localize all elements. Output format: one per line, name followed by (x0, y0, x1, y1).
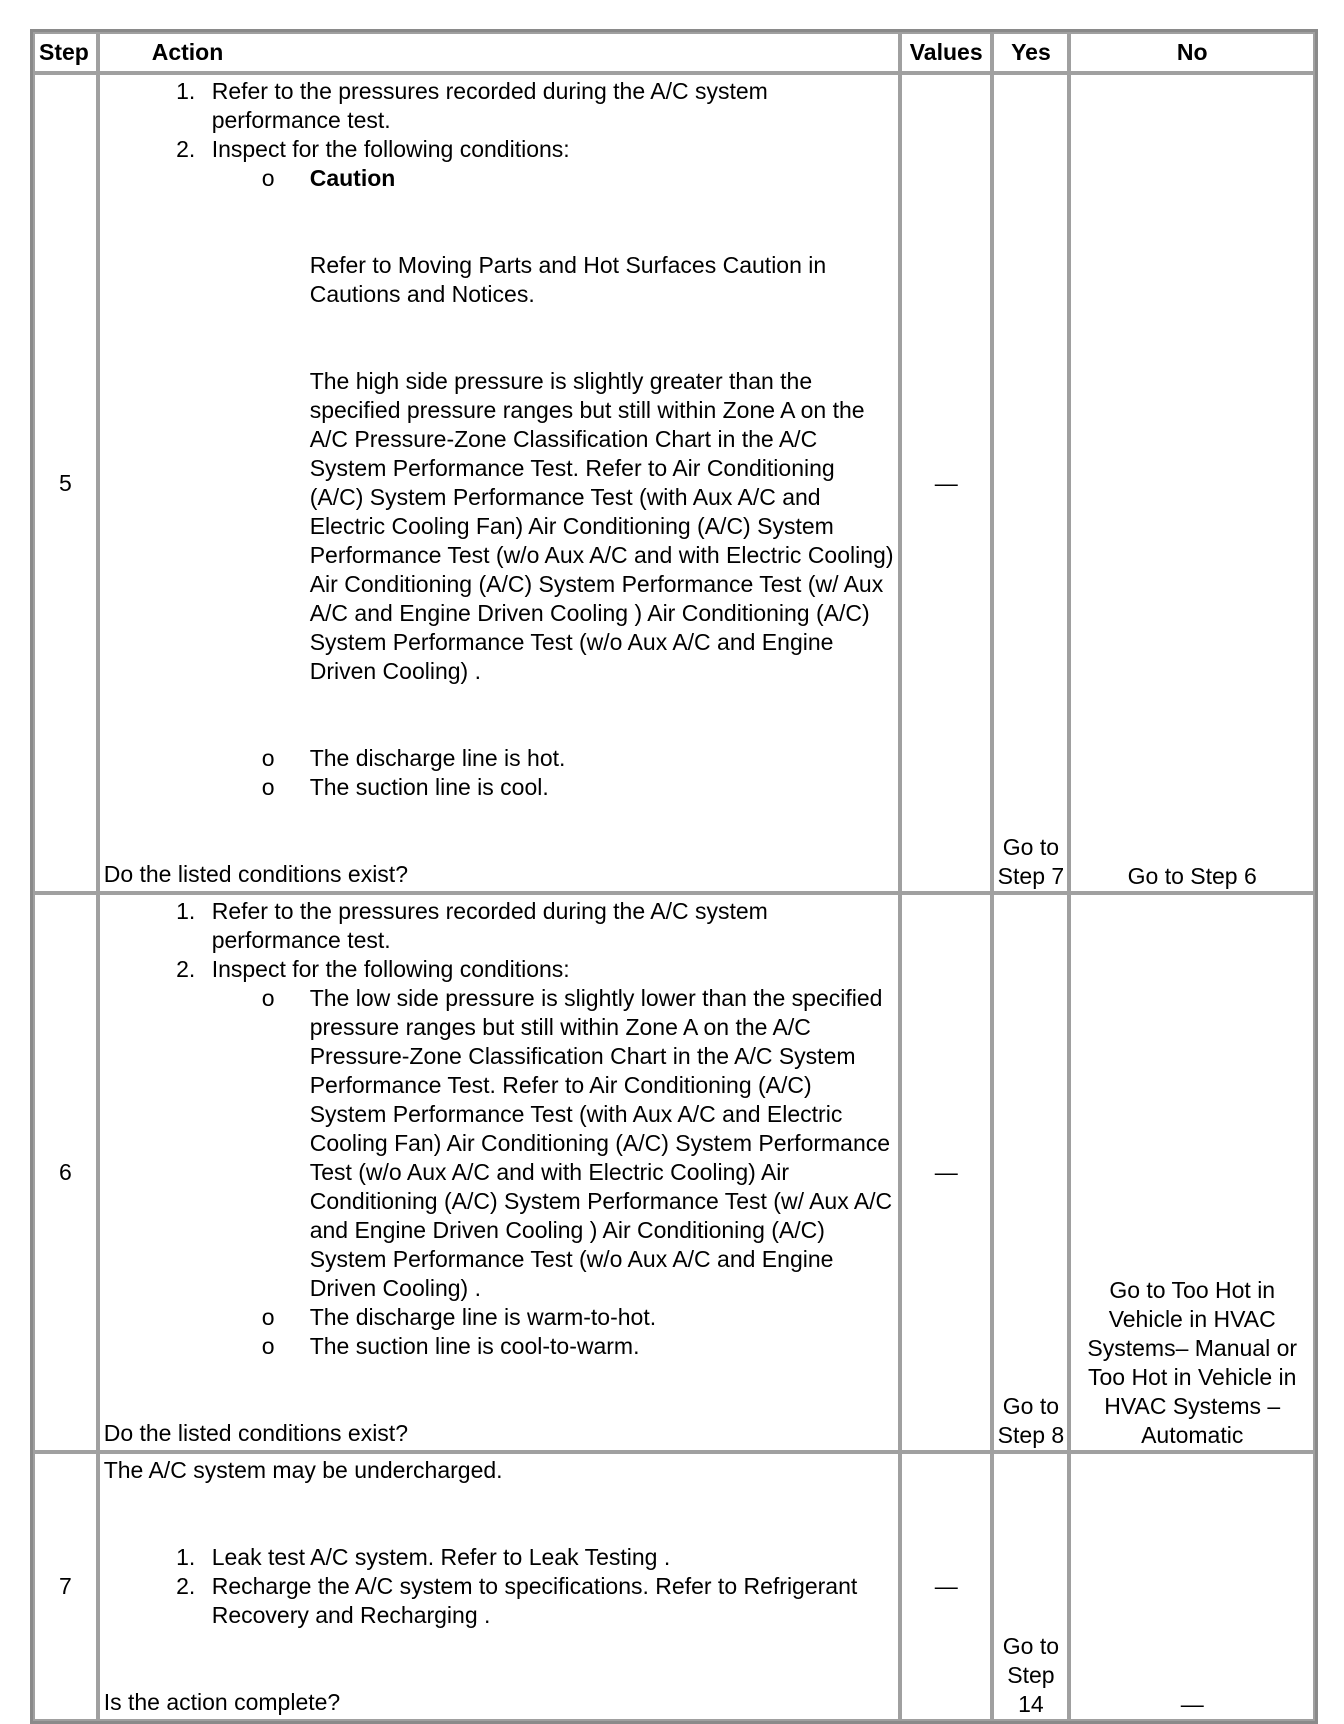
condition-item: o The suction line is cool-to-warm. (310, 1332, 894, 1361)
values-cell: — (900, 73, 992, 893)
no-cell: Go to Too Hot in Vehicle in HVAC Systems– Manual or Too Hot in Vehicle in HVAC Systems – Automatic (1069, 893, 1315, 1452)
no-cell: — (1069, 1452, 1315, 1721)
header-row (33, 32, 1315, 73)
column-header-no: No (1069, 32, 1315, 73)
condition-text: The high side pressure is slightly greater than the specified pressure ranges but still within Zone A on the A/C Pressure-Zone Classification Chart in the A/C System Performance Test. Refer to Air Conditioning (A/C) System Performance Test (with Aux A/C and Electric Cooling Fan) Air Conditioning (A/C) System Performance Test (w/o Aux A/C and with Electric Cooling) Air Conditioning (A/C) System Performance Test (w/ Aux A/C and Engine Driven Cooling ) Air Conditioning (A/C) System Performance Test (w/o Aux A/C and Engine Driven Cooling) . (309, 368, 894, 684)
diagnostic-table (30, 29, 1318, 1724)
condition-item: o The discharge line is hot. (310, 744, 894, 773)
yes-cell: Go to Step 7 (992, 73, 1069, 893)
column-header-values: Values (900, 32, 992, 73)
column-header-action: Action (98, 32, 900, 73)
condition-item: o The low side pressure is slightly lower than the specified pressure ranges but still within Zone A on the A/C Pressure-Zone Classification Chart in the A/C System Performance Test. Refer to Air Conditioning (A/C) System Performance Test (with Aux A/C and Electric Cooling Fan) Air Conditioning (A/C) System Performance Test (w/o Aux A/C and with Electric Cooling) Air Conditioning (A/C) System Performance Test (w/ Aux A/C and Engine Driven Cooling ) Air Conditioning (A/C) System Performance Test (w/o Aux A/C and Engine Driven Cooling) . (310, 984, 894, 1303)
condition-list (212, 984, 894, 1361)
action-step: 1. Refer to the pressures recorded during the A/C system performance test. (202, 897, 894, 955)
action-step-text: Inspect for the following conditions: (211, 956, 570, 982)
action-step (202, 955, 894, 1361)
action-question: Do the listed conditions exist? (103, 861, 408, 887)
action-cell (98, 893, 900, 1452)
action-question: Do the listed conditions exist? (103, 1420, 408, 1446)
condition-item: o The suction line is cool. (310, 773, 894, 802)
yes-cell: Go to Step 8 (992, 893, 1069, 1452)
table-row-step-7 (33, 1452, 1315, 1721)
no-cell: Go to Step 6 (1069, 73, 1315, 893)
caution-text: Refer to Moving Parts and Hot Surfaces Caution in Cautions and Notices. (309, 252, 827, 307)
action-cell (98, 73, 900, 893)
table-row-step-6 (33, 893, 1315, 1452)
step-number: 6 (33, 893, 98, 1452)
action-steps-list (104, 1543, 894, 1630)
action-question: Is the action complete? (103, 1689, 341, 1715)
table-row-step-5 (33, 73, 1315, 893)
action-steps-list (104, 897, 894, 1361)
action-steps-list (104, 77, 894, 802)
action-intro: The A/C system may be undercharged. (103, 1457, 503, 1483)
action-step: 1. Refer to the pressures recorded during the A/C system performance test. (202, 77, 894, 135)
action-step: 2. Recharge the A/C system to specifications. Refer to Refrigerant Recovery and Recharging . (202, 1572, 894, 1630)
step-number: 7 (33, 1452, 98, 1721)
values-cell: — (900, 893, 992, 1452)
condition-list (212, 164, 894, 802)
action-step (202, 135, 894, 802)
condition-item: o The discharge line is warm-to-hot. (310, 1303, 894, 1332)
values-cell: — (900, 1452, 992, 1721)
step-number: 5 (33, 73, 98, 893)
action-step-text: Inspect for the following conditions: (211, 136, 570, 162)
condition-item-caution (310, 164, 894, 744)
action-step: 1. Leak test A/C system. Refer to Leak Testing . (202, 1543, 894, 1572)
column-header-yes: Yes (992, 32, 1069, 73)
yes-cell: Go to Step 14 (992, 1452, 1069, 1721)
column-header-step: Step (33, 32, 98, 73)
caution-label: Caution (309, 165, 396, 191)
action-cell (98, 1452, 900, 1721)
diagnostic-table-container (30, 29, 1318, 1724)
